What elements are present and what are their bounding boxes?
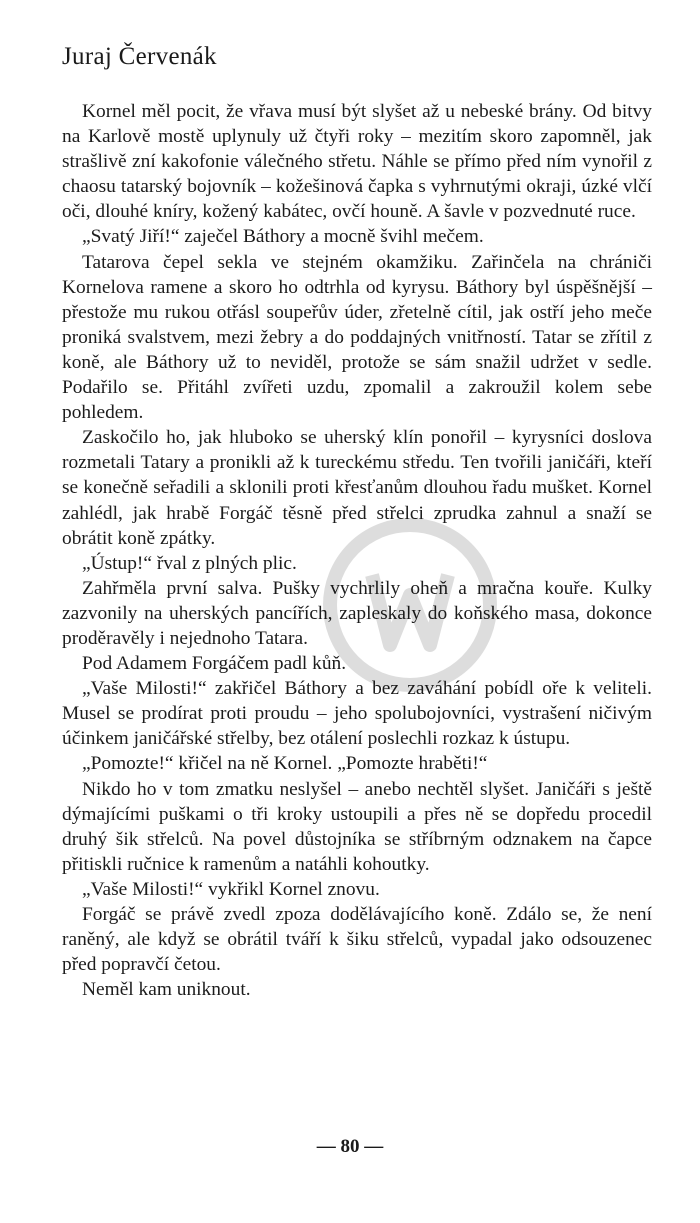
paragraph-13: Neměl kam uniknout. [82,979,251,1001]
paragraph-1: Kornel měl pocit, že vřava musí být slyšet až u nebeské brány. Od bitvy na Karlově mostě uplynuly už čtyři roky – mezitím skoro zapomněl, jak strašlivě zní kakofonie válečného střetu. Náhle se přímo před ním vynořil z chaosu tatarský bojovník – kožešinová čapka s vyhrnutými okraji, úzké vlčí oči, dlouhé kníry, kožený kabátec, ovčí houně. A šavle v pozvednuté ruce. [62,101,652,223]
paragraph-8: „Vaše Milosti!“ zakřičel Báthory a bez zaváhání pobídl oře k veliteli. Musel se prodírat proti proudu – jeho spolubojovníci, vystrašení ničivým účinkem janičářské střelby, bez otálení poslechli rozkaz k ústupu. [62,678,652,750]
paragraph-4: Zaskočilo ho, jak hluboko se uherský klín ponořil – kyrysníci doslova rozmetali Tatary a pronikli až k tureckému středu. Ten tvořili janičáři, kteří se konečně seřadili a sklonili proti křesťanům dlouhou řadu mušket. Kornel zahlédl, jak hrabě Forgáč těsně před střelci zprudka zahnul a snaží se obrátit koně zpátky. [62,427,652,549]
paragraph-11: „Vaše Milosti!“ vykřikl Kornel znovu. [82,878,380,900]
paragraph-5: „Ústup!“ řval z plných plic. [82,552,297,574]
paragraph-3: Tatarova čepel sekla ve stejném okamžiku. Zařinčela na chrániči Kornelova ramene a skoro ho odtrhla od kyrysu. Báthory byl úspěšnější – přestože mu rukou otřásl soupeřův úder, zřetelně cítil, jak ostří jeho meče proniká svalstvem, mezi žebry a do poddajných vnitřností. Tatar se zřítil z koně, ale Báthory už to neviděl, protože se sám snažil udržet v sedle. Podařilo se. Přitáhl zvířeti uzdu, zpomalil a zakroužil kolem sebe pohledem. [62,251,652,424]
paragraph-7: Pod Adamem Forgáčem padl kůň. [82,653,347,675]
paragraph-2: „Svatý Jiří!“ zaječel Báthory a mocně švihl mečem. [82,226,484,248]
paragraph-9: „Pomozte!“ křičel na ně Kornel. „Pomozte hraběti!“ [82,753,488,775]
page-number: — 80 — [316,1136,384,1157]
paragraph-10: Nikdo ho v tom zmatku neslyšel – anebo nechtěl slyšet. Janičáři s ještě dýmajícími puškami o tři kroky ustoupili a přes ně se dopředu procedil druhý šik střelců. Na povel důstojníka se stříbrným odznakem na čapce přitiskli ručnice k ramenům a natáhli kohoutky. [62,778,652,875]
paragraph-12: Forgáč se právě zvedl zpoza dodělávajícího koně. Zdálo se, že není raněný, ale když se obrátil tváří k šiku střelců, vypadal jako odsouzenec před popravčí četou. [62,904,652,976]
running-head-author: Juraj Červenák [62,43,217,70]
body-text [62,99,652,1002]
paragraph-6: Zahřměla první salva. Pušky vychrlily oheň a mračna kouře. Kulky zazvonily na uherských pancířích, zapleskaly do koňského masa, dokonce proděravěly i nejednoho Tatara. [62,577,652,649]
